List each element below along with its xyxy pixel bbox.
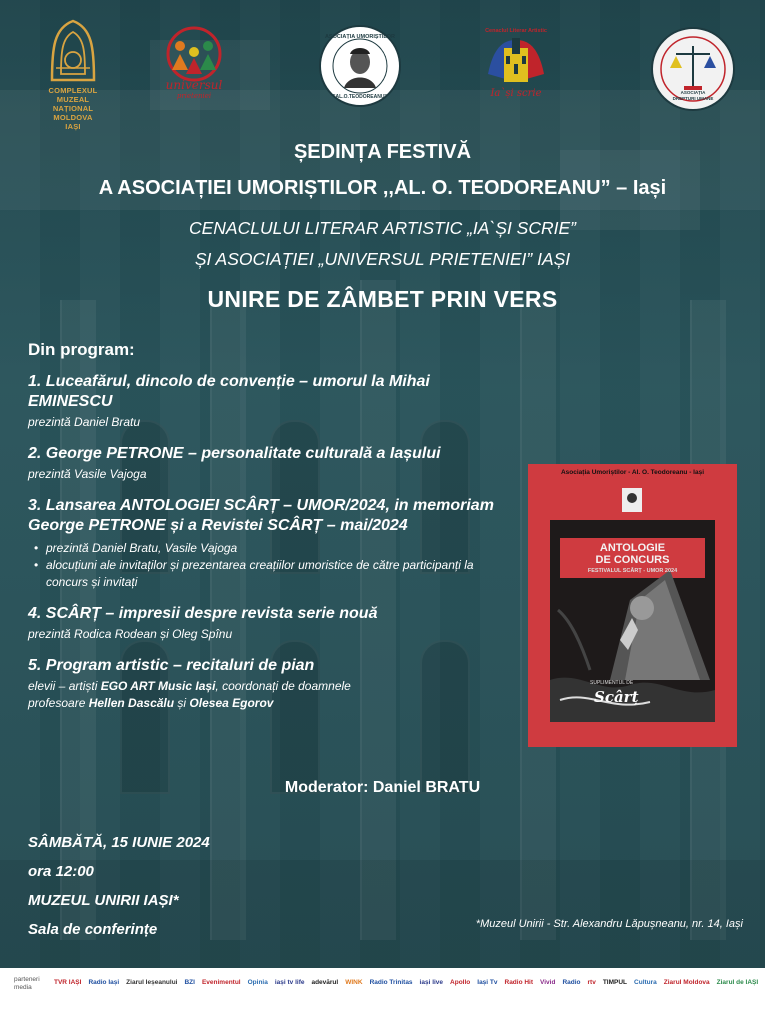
complex-muzeal-logo: COMPLEXUL MUZEAL NAȚIONAL MOLDOVA IAȘI	[44, 18, 102, 131]
sponsor-logo: Opinia	[247, 978, 268, 986]
cover-artwork	[550, 480, 715, 722]
program-item-4-presenter: prezintă Rodica Rodean și Oleg Spînu	[28, 627, 233, 641]
sponsor-logo: Iași Tv	[477, 978, 498, 986]
moderator: Moderator: Daniel BRATU	[284, 779, 481, 796]
media-partners-footer	[0, 968, 765, 1024]
sponsor-logo: WINK	[345, 978, 363, 986]
program-item-4	[28, 604, 508, 643]
sponsor-logo: Evenimentul	[201, 978, 241, 986]
program-item-5-performers: elevii – artiști EGO ART Music Iași, coordonați de doamnele profesoare Hellen Dascălu și Olesea Egorov	[28, 679, 351, 710]
sponsor-logo: Radio Trinitas	[369, 978, 413, 986]
cover-subtitle: FESTIVALUL SCÂRȚ - UMOR 2024	[587, 568, 678, 574]
program-item-1-presenter: prezintă Daniel Bratu	[28, 415, 141, 429]
sponsor-logo: BZI	[184, 978, 195, 986]
event-time: ora 12:00	[28, 863, 94, 880]
title-line-1: ȘEDINȚA FESTIVĂ	[293, 141, 472, 163]
sponsor-logo: TVR IAȘI	[54, 978, 82, 986]
subtitle-line-1: CENACLULUI LITERAR ARTISTIC „IA`ȘI SCRIE”	[188, 218, 576, 238]
universul-prieteniei-logo: universul prieteniei	[158, 26, 230, 100]
sponsor-logo: Ziarul Moldova	[663, 978, 710, 986]
sponsor-logo: rtv	[587, 978, 596, 986]
sponsor-logo: adevărul	[311, 978, 339, 986]
anthology-cover-image	[528, 464, 737, 747]
program-item-3-bullet-1: • prezintă Daniel Bratu, Vasile Vajoga	[28, 540, 508, 557]
program-item-4-title: 4. SCÂRȚ – impresii despre revista serie nouă	[28, 605, 378, 622]
venue-address-note: *Muzeul Unirii - Str. Alexandru Lăpușneanu, nr. 14, Iași	[475, 918, 743, 930]
sponsor-logo: Radio	[562, 978, 581, 986]
program-item-2-presenter: prezintă Vasile Vajoga	[28, 467, 147, 481]
sponsor-logo: Cultura	[634, 978, 657, 986]
program-heading: Din program:	[28, 340, 135, 359]
cover-publisher: Asociația Umoriștilor - Al. O. Teodoreanu - Iași	[560, 469, 705, 476]
subtitle-line-2: ȘI ASOCIAȚIEI „UNIVERSUL PRIETENIEI” IAȘI	[194, 249, 571, 269]
sponsor-logo: Apollo	[450, 978, 471, 986]
program-item-5	[28, 656, 508, 712]
program-item-3-title: 3. Lansarea ANTOLOGIEI SCÂRȚ – UMOR/2024, in memoriam George PETRONE și a Revistei SCÂRȚ – mai/2024	[28, 497, 494, 534]
sponsor-logo: iași live	[419, 978, 444, 986]
sponsor-logos	[52, 974, 759, 990]
program-section	[28, 340, 508, 725]
cover-supplement: SUPLIMENTUL DE	[590, 680, 634, 686]
program-item-1-title: 1. Luceafărul, dincolo de convenție – umorul la Mihai EMINESCU	[28, 373, 430, 410]
event-slogan: UNIRE DE ZÂMBET PRIN VERS	[207, 286, 558, 312]
sponsor-logo: iași tv life	[274, 978, 305, 986]
sponsor-logo: Ziarul Ieșeanului	[126, 978, 178, 986]
program-item-1	[28, 372, 508, 431]
museum-arch-icon	[44, 18, 102, 86]
sponsor-logo: TIMPUL	[602, 978, 628, 986]
sponsor-logo: Radio Hit	[504, 978, 534, 986]
program-item-2	[28, 444, 508, 483]
program-item-5-title: 5. Program artistic – recitaluri de pian	[28, 657, 315, 674]
event-details	[28, 828, 210, 944]
partners-label: parteneri media	[14, 976, 40, 991]
palace-tricolor-icon	[484, 34, 548, 90]
program-item-2-title: 2. George PETRONE – personalitate culturală a Iașului	[28, 445, 441, 462]
program-item-3-bullet-2: • alocuțiuni ale invitaților și prezentarea creațiilor umoristice de către participanți la concurs și invitați	[28, 557, 508, 591]
sponsor-logo: Radio Iași	[88, 978, 120, 986]
drepturi-umane-logo: ASOCIAȚIA DREPTURI UMANE	[650, 26, 736, 112]
event-venue: MUZEUL UNIRII IAȘI*	[28, 892, 179, 909]
sponsor-logo: Ziarul de IAȘI	[716, 978, 759, 986]
ia-si-scrie-logo: Cenaclul Literar Artistic Ia`și scrie	[485, 28, 547, 99]
logo-row	[0, 18, 765, 138]
program-item-3	[28, 496, 508, 591]
cover-brand: Scârț	[594, 688, 639, 706]
cover-title: ANTOLOGIE DE CONCURS	[595, 542, 670, 566]
event-date: SÂMBĂTĂ, 15 IUNIE 2024	[28, 834, 210, 851]
title-line-2: A ASOCIAȚIEI UMORIȘTILOR ,,AL. O. TEODOREANU” – Iași	[98, 177, 667, 199]
friends-circle-icon	[158, 26, 230, 86]
sponsor-logo: Vivid	[540, 978, 556, 986]
event-room: Sala de conferințe	[28, 921, 158, 938]
asociatia-umoristilor-logo: ASOCIAȚIA UMORIȘTILOR "AL.O.TEODOREANU"	[318, 24, 402, 108]
